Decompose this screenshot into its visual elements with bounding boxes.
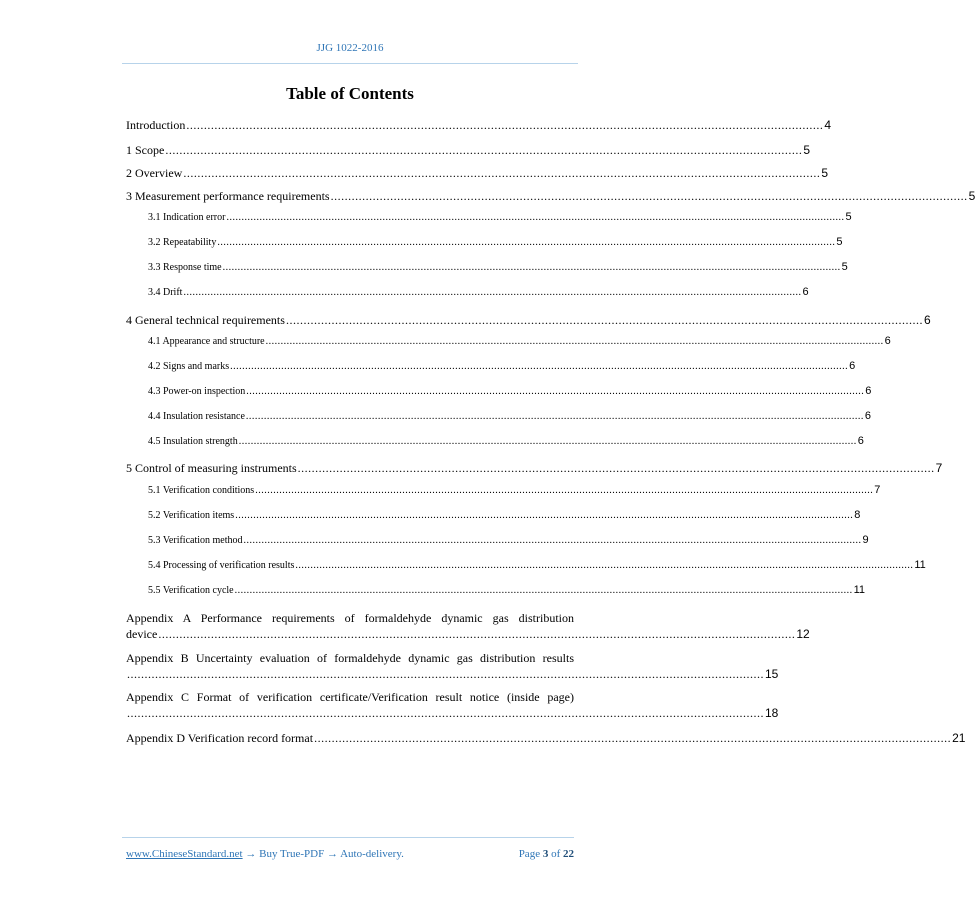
toc-entry-label: Introduction bbox=[126, 118, 186, 132]
toc-entry-page: 5 bbox=[968, 189, 975, 203]
toc-entry[interactable]: 1 Scope ...................................................................................................................................................................................... 5 bbox=[126, 143, 811, 157]
toc-entry-label: Appendix D Verification record format bbox=[126, 731, 314, 745]
promo-text: → Buy True-PDF → Auto-delivery. bbox=[242, 848, 404, 860]
toc-subentry[interactable]: 5.2 Verification items .............................................................................................................................................................................................................. 8 bbox=[148, 509, 861, 521]
toc-entry-page: 5 bbox=[803, 143, 811, 157]
page-indicator: Page 3 of 22 bbox=[518, 848, 574, 860]
toc-entry-label: 2 Overview bbox=[126, 166, 183, 180]
toc-entry[interactable]: Introduction ...................................................................................................................................................................................... 4 bbox=[126, 118, 832, 132]
toc-entry-page: 4 bbox=[824, 118, 832, 132]
toc-entry-label: 5 Control of measuring instruments bbox=[126, 461, 297, 475]
page-title: Table of Contents bbox=[286, 84, 414, 103]
toc-entry-page: 5 bbox=[841, 261, 848, 273]
toc-entry-page: 6 bbox=[802, 286, 809, 298]
toc-entry[interactable]: 5 Control of measuring instruments ...................................................................................................................................................................................... 7 bbox=[126, 461, 943, 475]
toc-entry-label: 5.5 Verification cycle bbox=[148, 585, 234, 596]
toc-entry-appendix-b[interactable]: Appendix B Uncertainty evaluation of formaldehyde dynamic gas distribution results ...................................................................................................................................................................................... 15 bbox=[126, 651, 779, 681]
toc-subentry[interactable]: 5.3 Verification method .............................................................................................................................................................................................................. 9 bbox=[148, 534, 869, 546]
toc-entry-label: 1 Scope bbox=[126, 143, 165, 157]
toc-entry-label: 4.1 Appearance and structure bbox=[148, 336, 265, 347]
toc-entry-label: 5.2 Verification items bbox=[148, 510, 235, 521]
toc-entry[interactable]: 2 Overview ...................................................................................................................................................................................... 5 bbox=[126, 166, 829, 180]
toc-subentry[interactable]: 4.5 Insulation strength .............................................................................................................................................................................................................. 6 bbox=[148, 435, 864, 447]
toc-entry-label: 3 Measurement performance requirements bbox=[126, 189, 330, 203]
toc-entry-label-cont: device bbox=[126, 627, 158, 641]
toc-subentry[interactable]: 5.4 Processing of verification results .............................................................................................................................................................................................................. 11 bbox=[148, 559, 926, 571]
running-header: JJG 1022-2016 bbox=[316, 42, 384, 54]
toc-entry-page: 11 bbox=[914, 559, 926, 571]
toc-subentry[interactable]: 5.1 Verification conditions .............................................................................................................................................................................................................. 7 bbox=[148, 484, 881, 496]
toc-entry-label: 5.4 Processing of verification results bbox=[148, 560, 295, 571]
toc-entry-label: 3.1 Indication error bbox=[148, 212, 226, 223]
toc-subentry[interactable]: 4.4 Insulation resistance .............................................................................................................................................................................................................. 6 bbox=[148, 410, 872, 422]
toc-entry-appendix-a[interactable]: Appendix A Performance requirements of formaldehyde dynamic gas distribution device ...................................................................................................................................................................................... 12 bbox=[126, 611, 810, 641]
toc-subentry[interactable]: 5.5 Verification cycle .............................................................................................................................................................................................................. 11 bbox=[148, 584, 866, 596]
toc-entry-page: 6 bbox=[865, 385, 872, 397]
toc-entry-label: 5.3 Verification method bbox=[148, 535, 243, 546]
toc-entry-page: 6 bbox=[884, 335, 891, 347]
toc-entry-label: 4.3 Power-on inspection bbox=[148, 386, 246, 397]
toc-entry-page: 21 bbox=[952, 731, 966, 745]
toc-entry-label: 3.3 Response time bbox=[148, 262, 222, 273]
toc-entry-label: Appendix B Uncertainty evaluation of formaldehyde dynamic gas distribution results bbox=[126, 651, 574, 665]
toc-entry-appendix-c[interactable]: Appendix C Format of verification certificate/Verification result notice (inside page) ...................................................................................................................................................................................... 18 bbox=[126, 690, 779, 720]
toc-entry-label: 3.4 Drift bbox=[148, 287, 183, 298]
header-divider bbox=[122, 63, 578, 64]
footer-divider bbox=[122, 837, 574, 838]
current-page: 3 bbox=[542, 848, 549, 860]
toc-entry[interactable]: 4 General technical requirements ...................................................................................................................................................................................... 6 bbox=[126, 313, 931, 327]
toc-entry-page: 6 bbox=[857, 435, 864, 447]
toc-entry-page: 5 bbox=[845, 211, 852, 223]
toc-subentry[interactable]: 4.2 Signs and marks .............................................................................................................................................................................................................. 6 bbox=[148, 360, 856, 372]
toc-entry-page: 7 bbox=[874, 484, 881, 496]
toc-subentry[interactable]: 3.2 Repeatability .............................................................................................................................................................................................................. 5 bbox=[148, 236, 843, 248]
toc-subentry[interactable]: 4.3 Power-on inspection .............................................................................................................................................................................................................. 6 bbox=[148, 385, 872, 397]
toc-entry-page: 6 bbox=[864, 410, 872, 422]
toc-entry-page: 8 bbox=[854, 509, 861, 521]
toc-entry-page: 6 bbox=[849, 360, 856, 372]
toc-entry[interactable]: 3 Measurement performance requirements ...................................................................................................................................................................................... 5 bbox=[126, 189, 975, 203]
toc-entry-page: 5 bbox=[836, 236, 843, 248]
toc-subentry[interactable]: 3.4 Drift .............................................................................................................................................................................................................. 6 bbox=[148, 286, 809, 298]
toc-entry-label: 4.2 Signs and marks bbox=[148, 361, 230, 372]
toc-entry-label: 4.5 Insulation strength bbox=[148, 436, 238, 447]
toc-subentry[interactable]: 4.1 Appearance and structure .............................................................................................................................................................................................................. 6 bbox=[148, 335, 891, 347]
toc-entry-label: 4.4 Insulation resistance bbox=[148, 411, 245, 422]
toc-entry-page: 7 bbox=[935, 461, 943, 475]
toc-entry-page: 9 bbox=[862, 534, 869, 546]
toc-subentry[interactable]: 3.1 Indication error .............................................................................................................................................................................................................. 5 bbox=[148, 211, 852, 223]
toc-entry-page: 18 bbox=[765, 706, 779, 720]
toc-entry-label: 5.1 Verification conditions bbox=[148, 485, 255, 496]
toc-entry-label: Appendix C Format of verification certificate/Verification result notice (inside page) bbox=[126, 690, 574, 704]
toc-entry-label: Appendix A Performance requirements of formaldehyde dynamic gas distribution bbox=[126, 611, 574, 625]
total-pages: 22 bbox=[563, 848, 574, 860]
toc-entry-label: 4 General technical requirements bbox=[126, 313, 285, 327]
toc-entry-page: 6 bbox=[923, 313, 931, 327]
toc-entry-page: 11 bbox=[853, 584, 866, 596]
toc-entry-label: 3.2 Repeatability bbox=[148, 237, 217, 248]
toc-entry-appendix-d[interactable]: Appendix D Verification record format ...................................................................................................................................................................................... 21 bbox=[126, 731, 966, 745]
toc-subentry[interactable]: 3.3 Response time .............................................................................................................................................................................................................. 5 bbox=[148, 261, 848, 273]
toc-entry-page: 15 bbox=[765, 667, 779, 681]
site-link[interactable]: www.ChineseStandard.net bbox=[126, 848, 243, 860]
toc-entry-page: 12 bbox=[796, 627, 810, 641]
toc-entry-page: 5 bbox=[821, 166, 829, 180]
